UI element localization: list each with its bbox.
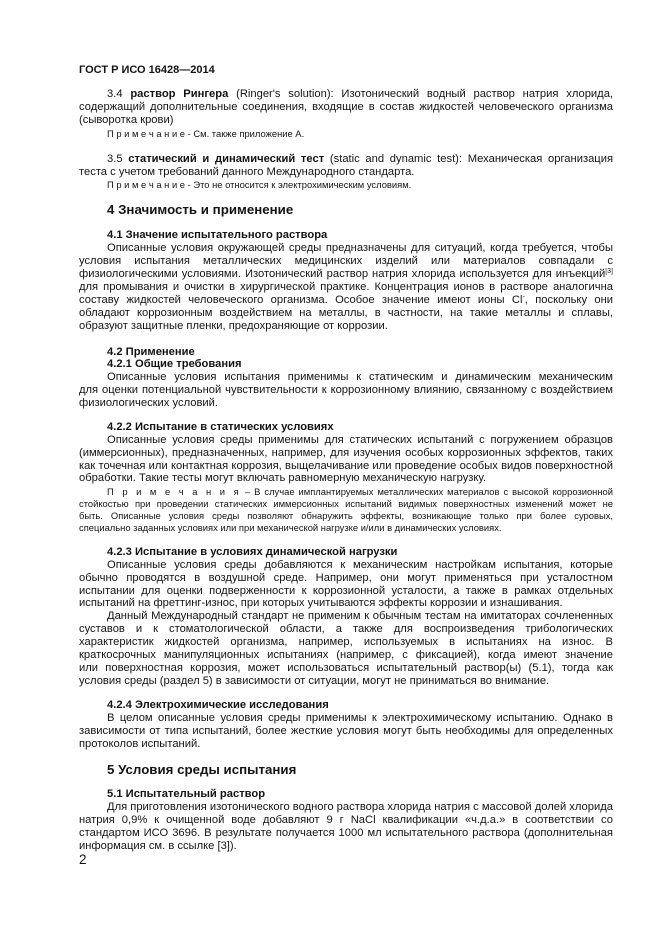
section-4-2-1-heading: 4.2.1 Общие требования <box>107 358 242 370</box>
paragraph-line: физиологических условий. <box>79 397 218 409</box>
term-3-4-note <box>107 127 304 140</box>
paragraph-line: натрия 0,9% к очищенной воде добавляют 9 г NaCl квалификации «ч.д.а.» в соответствии со <box>79 814 613 826</box>
note-line: специально заданных условиях или при механической нагрузке и/или в динамических условиях. <box>79 522 502 533</box>
note-text: – В случае имплантируемых металлических материалов с высокой коррозионной <box>240 486 613 497</box>
paragraph-line: условия среды (раздел 5) в зависимости от ситуации, могут не приниматься во внимание. <box>79 675 550 687</box>
note-label: П р и м е ч а н и е <box>107 179 186 190</box>
note-line: быть. Описанные условия среды позволяют обнаружить эффекты, возникающие только при более суровых, <box>79 510 613 521</box>
citation-ref: [3] <box>605 268 613 275</box>
paragraph-line: физиологическими условиями. Изотонический раствор натрия хлорида используется для инъекций[3] <box>79 268 613 280</box>
paragraph-line: обладают коррозионным воздействием на металлы, в частности, на такие металлы и сплавы, <box>79 307 613 319</box>
paragraph-line: составу жидкостей человеческого организма. Особое значение имеют ионы Cl-, поскольку они <box>79 294 613 306</box>
paragraph-line: Описанные условия среды применимы для статических испытаний с погружением образцов <box>107 434 613 446</box>
term-3-5-note <box>107 178 411 191</box>
note-line: стойкостью при проведении статических иммерсионных испытаний видимых поверхностных изменений может не <box>79 498 613 509</box>
paragraph-line: Данный Международный стандарт не применим к обычным тестам на имитаторах сочлененных <box>107 610 613 622</box>
paragraph-line: стандартом ИСО 3696. В результате получается 1000 мл испытательного раствора (дополнительная <box>79 827 613 839</box>
section-4-2-4-heading: 4.2.4 Электрохимические исследования <box>107 699 329 711</box>
paragraph-line: суставов и к стоматологической области, а также для воспроизведения трибологических <box>79 623 613 635</box>
paragraph-line: обработки. Такие тесты могут включать равномерную механическую нагрузку. <box>79 472 487 484</box>
paragraph-line: образуют защитные пленки, предохраняющие от коррозии. <box>79 320 388 332</box>
paragraph-line: как точечная или контактная коррозия, выщелачивание или проведение особых видов поверхностной <box>79 460 613 472</box>
section-4-2-heading: 4.2 Применение <box>107 346 195 358</box>
paragraph-line: обычно проводятся в воздушной среде. Например, они могут применяться при усталостном <box>79 572 613 584</box>
term-definition: (static and dynamic test): Механическая организация <box>329 153 613 165</box>
term-number: 3.4 <box>107 88 123 100</box>
paragraph-line: для оценки потенциальной чувствительности к коррозионному влиянию, связанному с воздействием <box>79 384 613 396</box>
section-4-title: 4 Значимость и применение <box>107 202 294 217</box>
document-header: ГОСТ Р ИСО 16428—2014 <box>79 64 215 76</box>
paragraph-line: протоколов испытаний. <box>79 738 201 750</box>
paragraph-line: В целом описанные условия среды применимы к электрохимическому испытанию. Однако в <box>107 712 613 724</box>
section-4-1-heading: 4.1 Значение испытательного раствора <box>107 229 328 241</box>
term-3-4-line: (сыворотка крови) <box>79 114 174 126</box>
paragraph-line: характеристик жидкостей организма, например, используемых в испытаниях на износ. В <box>79 636 613 648</box>
term-name: раствор Рингера <box>130 88 229 100</box>
note-text: - Это не относится к электрохимическим условиям. <box>185 179 412 190</box>
ion-charge: - <box>522 294 525 301</box>
paragraph-line: (иммерсионных), предназначенных, например, для изучения особых коррозионных эффектов, таких <box>79 447 613 459</box>
term-3-4-line <box>107 88 613 101</box>
paragraph-line: краткосрочных манипуляционных испытаниях (например, с фиксацией), когда имеют значение <box>79 649 613 661</box>
term-name: статический и динамический тест <box>128 153 325 165</box>
paragraph-line: условия испытания металлических медицинских изделий или материалов совпадали с <box>79 255 613 267</box>
paragraph-line: Описанные условия среды добавляются к механическим настройкам испытания, которые <box>107 559 613 571</box>
page-number: 2 <box>79 852 87 867</box>
paragraph-line: Описанные условия окружающей среды предназначены для ситуаций, когда требуется, чтобы <box>107 242 613 254</box>
section-4-2-2-heading: 4.2.2 Испытание в статических условиях <box>107 421 334 433</box>
paragraph-line: информация см. в ссылке [3]). <box>79 840 237 852</box>
paragraph-line: зависимости от типа испытаний, более жесткие условия могут быть необходимы для определенных <box>79 725 613 737</box>
term-3-4-line: содержащий дополнительные соединения, входящие в состав жидкостей человеческого организма <box>79 101 613 113</box>
section-4-2-3-heading: 4.2.3 Испытание в условиях динамической нагрузки <box>107 546 398 558</box>
paragraph-line: Описанные условия испытания применимы к статическим и динамическим механическим <box>107 371 613 383</box>
paragraph-line: испытаний на фреттинг-износ, при которых учитываются эффекты коррозии и изнашивания. <box>79 597 563 609</box>
term-definition: (Ringer's solution): Изотонический водный раствор натрия хлорида, <box>236 88 613 100</box>
term-3-5-line <box>107 153 613 166</box>
note-label: П р и м е ч а н и е <box>107 128 186 139</box>
paragraph-line: Для приготовления изотонического водного раствора хлорида натрия с массовой долей хлорида <box>107 801 613 813</box>
term-number: 3.5 <box>107 153 123 165</box>
section-5-title: 5 Условия среды испытания <box>107 762 297 777</box>
term-3-5-line: теста с учетом требований данного Международного стандарта. <box>79 166 415 178</box>
note-text: - См. также приложение А. <box>185 128 305 139</box>
paragraph-line: или поверхностная коррозия, может использоваться испытательный раствор(ы) (5.1), тогда как <box>79 662 613 674</box>
note-label: П р и м е ч а н и я <box>107 486 241 497</box>
paragraph-line: испытании для оценки подверженности к коррозионной усталости, а также в рамках отдельных <box>79 585 613 597</box>
paragraph-line: для промывания и очистки в хирургической практике. Концентрация ионов в растворе аналогична <box>79 281 613 293</box>
section-5-1-heading: 5.1 Испытательный раствор <box>107 788 266 800</box>
